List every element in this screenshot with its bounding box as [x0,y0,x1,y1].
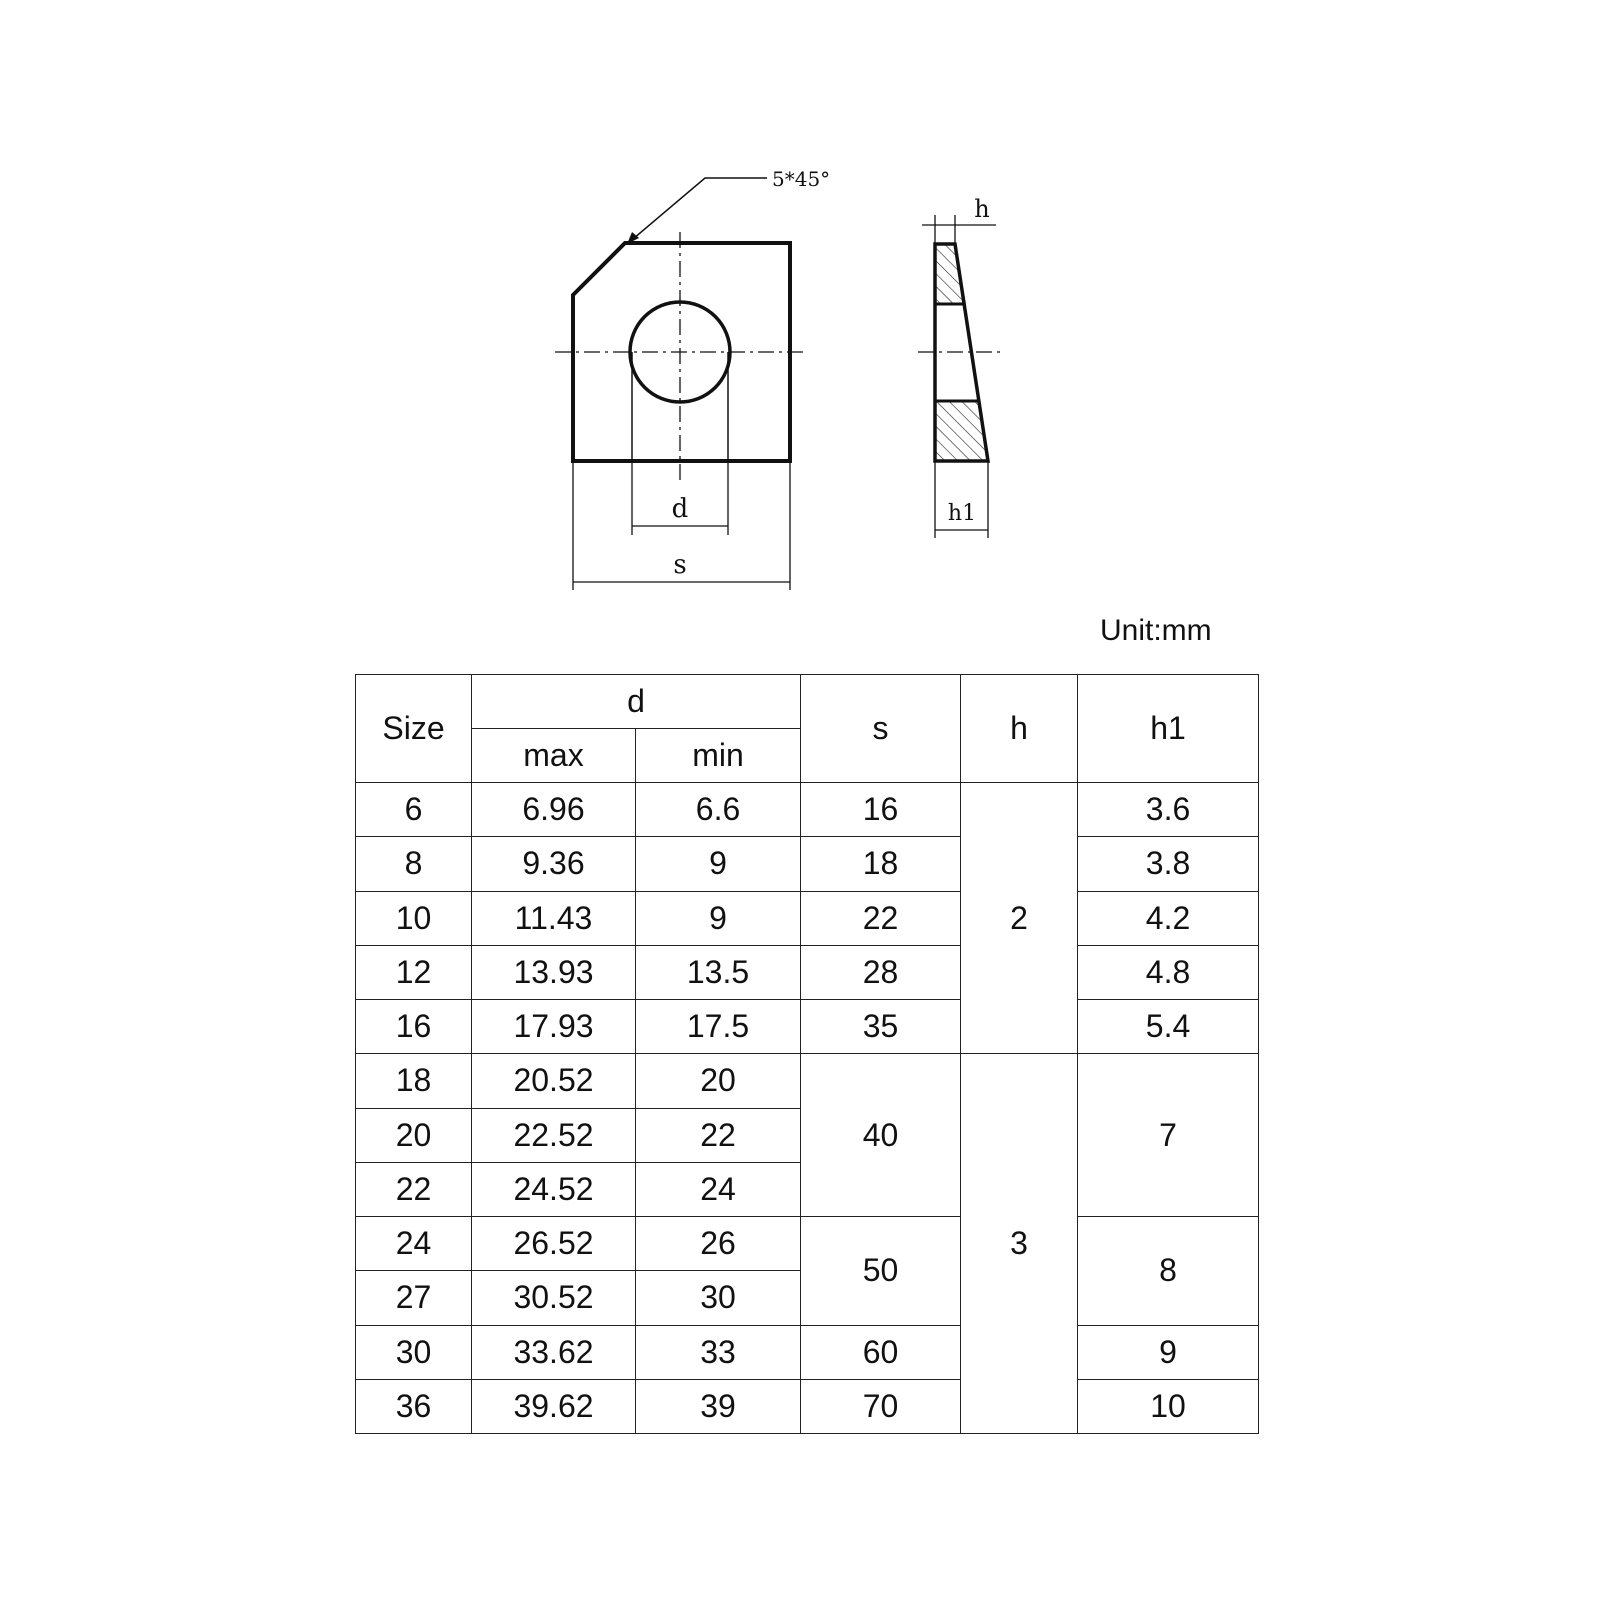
h1-cell: 5.4 [1078,1000,1259,1054]
d-max-cell: 17.93 [472,1000,636,1054]
table-row [356,1217,1259,1271]
size-cell: 24 [356,1217,472,1271]
d-min-cell: 30 [636,1271,801,1325]
h1-cell: 4.2 [1078,891,1259,945]
side-view [918,215,1000,538]
d-min-cell: 26 [636,1217,801,1271]
d-min-cell: 9 [636,837,801,891]
size-cell: 12 [356,945,472,999]
h1-label: h1 [947,501,977,526]
h1-cell: 4.8 [1078,945,1259,999]
d-max-cell: 24.52 [472,1162,636,1216]
chamfer-label: 5*45° [772,167,831,191]
h-cell: 2 [961,783,1078,1054]
d-min-cell: 22 [636,1108,801,1162]
s-label: s [673,550,687,580]
d-min-cell: 9 [636,891,801,945]
s-cell: 40 [801,1054,961,1217]
s-cell: 16 [801,783,961,837]
dimension-table [355,674,1259,1434]
d-max-cell: 11.43 [472,891,636,945]
h1-cell: 3.8 [1078,837,1259,891]
table-row [356,1054,1259,1108]
table-row [356,891,1259,945]
s-cell: 22 [801,891,961,945]
d-min-cell: 13.5 [636,945,801,999]
size-cell: 30 [356,1325,472,1379]
size-cell: 20 [356,1108,472,1162]
s-cell: 18 [801,837,961,891]
d-max-cell: 33.62 [472,1325,636,1379]
size-cell: 6 [356,783,472,837]
d-max-cell: 39.62 [472,1379,636,1433]
header-d-max: max [472,729,636,783]
header-d: d [472,675,801,729]
d-max-cell: 30.52 [472,1271,636,1325]
s-cell: 50 [801,1217,961,1326]
h1-cell: 3.6 [1078,783,1259,837]
d-min-cell: 17.5 [636,1000,801,1054]
header-d-min: min [636,729,801,783]
h-cell: 3 [961,1054,1078,1434]
d-max-cell: 9.36 [472,837,636,891]
header-h1: h1 [1078,675,1259,783]
s-cell: 60 [801,1325,961,1379]
unit-label: Unit:mm [1100,614,1212,647]
header-h: h [961,675,1078,783]
h-label: h [974,195,990,223]
chamfer-leader [627,178,767,244]
d-min-cell: 24 [636,1162,801,1216]
technical-drawing [0,0,1600,610]
size-cell: 16 [356,1000,472,1054]
d-min-cell: 6.6 [636,783,801,837]
size-cell: 27 [356,1271,472,1325]
table-row [356,1000,1259,1054]
d-max-cell: 6.96 [472,783,636,837]
table-row [356,945,1259,999]
d-max-cell: 22.52 [472,1108,636,1162]
size-cell: 36 [356,1379,472,1433]
header-size: Size [356,675,472,783]
size-cell: 22 [356,1162,472,1216]
d-label: d [671,494,689,524]
header-s: s [801,675,961,783]
table-row [356,1379,1259,1433]
table-row [356,1325,1259,1379]
h1-cell: 7 [1078,1054,1259,1217]
size-cell: 10 [356,891,472,945]
table-row [356,837,1259,891]
h1-cell: 8 [1078,1217,1259,1326]
size-cell: 8 [356,837,472,891]
d-max-cell: 26.52 [472,1217,636,1271]
d-max-cell: 13.93 [472,945,636,999]
h1-cell: 10 [1078,1379,1259,1433]
table-row [356,783,1259,837]
size-cell: 18 [356,1054,472,1108]
s-cell: 70 [801,1379,961,1433]
d-min-cell: 39 [636,1379,801,1433]
d-max-cell: 20.52 [472,1054,636,1108]
s-cell: 28 [801,945,961,999]
front-view [555,178,808,590]
d-min-cell: 20 [636,1054,801,1108]
s-cell: 35 [801,1000,961,1054]
h1-cell: 9 [1078,1325,1259,1379]
d-min-cell: 33 [636,1325,801,1379]
